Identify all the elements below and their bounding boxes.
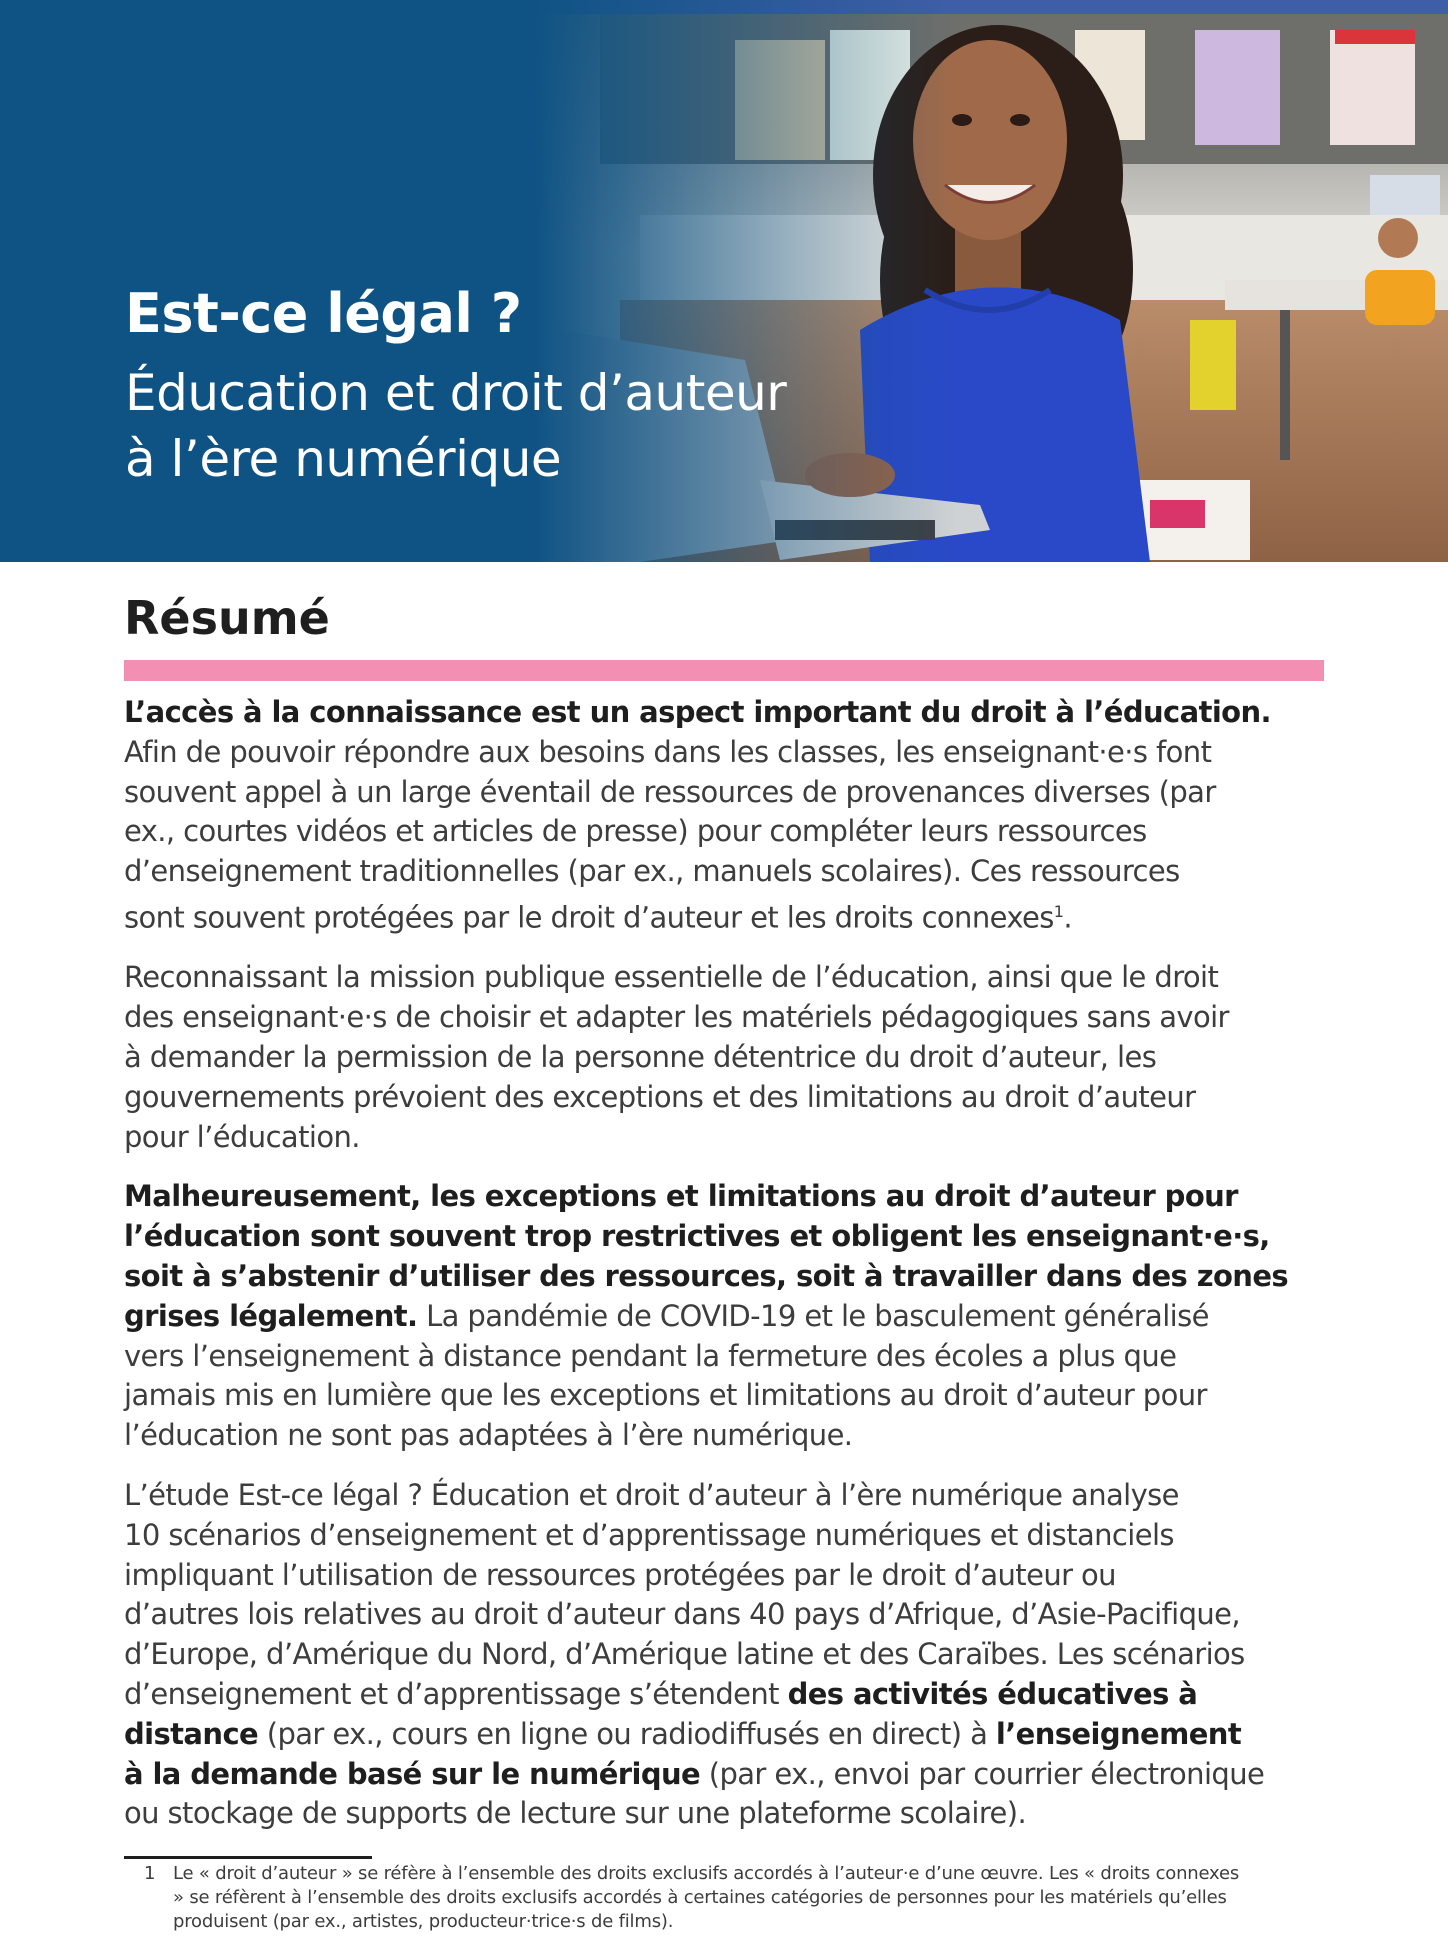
- text-fragment-bold: distance: [124, 1716, 259, 1751]
- text-line: d’enseignement traditionnelles (par ex., manuels scolaires). Ces ressources: [124, 854, 1180, 889]
- text-line: des enseignant·e·s de choisir et adapter les matériels pédagogiques sans avoir: [124, 1000, 1229, 1035]
- text-line: [124, 1755, 1354, 1795]
- text-line-bold: soit à s’abstenir d’utiliser des ressources, soit à travailler dans des zones: [124, 1259, 1289, 1294]
- text-line-bold: Malheureusement, les exceptions et limitations au droit d’auteur pour: [124, 1179, 1238, 1214]
- hero-banner: [0, 0, 1448, 562]
- text-line: vers l’enseignement à distance pendant la fermeture des écoles a plus que: [124, 1338, 1177, 1373]
- text-line: L’étude Est-ce légal ? Éducation et droit d’auteur à l’ère numérique analyse: [124, 1478, 1179, 1512]
- footnote-text: [173, 1862, 1304, 1934]
- footnote-line: Le « droit d’auteur » se réfère à l’ensemble des droits exclusifs accordés à l’auteur·e d’une œuvre. Les « droits connexes: [173, 1863, 1239, 1884]
- paragraph-2: [124, 958, 1354, 1157]
- text-fragment-bold: grises légalement.: [124, 1298, 418, 1333]
- paragraph-4: [124, 1476, 1354, 1834]
- text-line: [124, 1297, 1354, 1337]
- document-title: Est-ce légal ?: [125, 282, 522, 345]
- summary-section: [124, 588, 1354, 1854]
- text-fragment: .: [1063, 900, 1072, 935]
- text-line: [124, 1675, 1354, 1715]
- text-fragment: (par ex., cours en ligne ou radiodiffusés en direct) à: [258, 1716, 996, 1751]
- text-line: ex., courtes vidéos et articles de presse) pour compléter leurs ressources: [124, 814, 1147, 849]
- heading-underline-accent: [124, 660, 1324, 681]
- text-fragment: La pandémie de COVID-19 et le basculement généralisé: [417, 1298, 1209, 1333]
- text-line: Reconnaissant la mission publique essentielle de l’éducation, ainsi que le droit: [124, 960, 1219, 995]
- section-heading: Résumé: [124, 591, 330, 645]
- text-line: gouvernements prévoient des exceptions et des limitations au droit d’auteur: [124, 1079, 1196, 1114]
- footnote-separator: [124, 1856, 372, 1859]
- text-fragment: d’enseignement et d’apprentissage s’étendent: [124, 1676, 788, 1711]
- text-line: 10 scénarios d’enseignement et d’apprentissage numériques et distanciels: [124, 1517, 1174, 1552]
- text-line: [124, 1715, 1354, 1755]
- footnote-line: » se réfèrent à l’ensemble des droits exclusifs accordés à certaines catégories de personnes pour les matériels qu’elles: [173, 1887, 1227, 1908]
- footnote-reference: 1: [1053, 901, 1064, 921]
- text-fragment: sont souvent protégées par le droit d’auteur et les droits connexes: [124, 900, 1054, 935]
- text-line: jamais mis en lumière que les exceptions et limitations au droit d’auteur pour: [124, 1378, 1207, 1413]
- text-line: [124, 892, 1354, 938]
- paragraph-3: [124, 1177, 1354, 1456]
- text-fragment-bold: l’enseignement: [995, 1716, 1242, 1751]
- text-fragment: (par ex., envoi par courrier électronique: [700, 1756, 1265, 1791]
- footnote: [124, 1862, 1304, 1934]
- text-line: l’éducation ne sont pas adaptées à l’ère numérique.: [124, 1418, 853, 1453]
- text-line: d’autres lois relatives au droit d’auteur dans 40 pays d’Afrique, d’Asie-Pacifique,: [124, 1597, 1241, 1632]
- footnote-number: 1: [144, 1863, 156, 1884]
- text-line-bold: l’éducation sont souvent trop restrictives et obligent les enseignant·e·s,: [124, 1219, 1270, 1254]
- text-line: pour l’éducation.: [124, 1119, 360, 1154]
- text-fragment-bold: des activités éducatives à: [787, 1676, 1198, 1711]
- text-line: impliquant l’utilisation de ressources protégées par le droit d’auteur ou: [124, 1557, 1116, 1592]
- paragraph-1-lead: L’accès à la connaissance est un aspect important du droit à l’éducation.: [124, 695, 1271, 729]
- text-line: à demander la permission de la personne détentrice du droit d’auteur, les: [124, 1040, 1157, 1075]
- text-line: ou stockage de supports de lecture sur une plateforme scolaire).: [124, 1796, 1027, 1831]
- paragraph-1: [124, 693, 1354, 938]
- document-subtitle-line-1: Éducation et droit d’auteur: [125, 364, 787, 422]
- text-line: d’Europe, d’Amérique du Nord, d’Amérique latine et des Caraïbes. Les scénarios: [124, 1637, 1245, 1672]
- document-subtitle-line-2: à l’ère numérique: [125, 430, 562, 488]
- footnote-line: produisent (par ex., artistes, producteur·trice·s de films).: [173, 1911, 674, 1932]
- text-fragment-bold: à la demande basé sur le numérique: [124, 1756, 701, 1791]
- text-line: Afin de pouvoir répondre aux besoins dans les classes, les enseignant·e·s font: [124, 734, 1212, 769]
- text-line: souvent appel à un large éventail de ressources de provenances diverses (par: [124, 774, 1216, 809]
